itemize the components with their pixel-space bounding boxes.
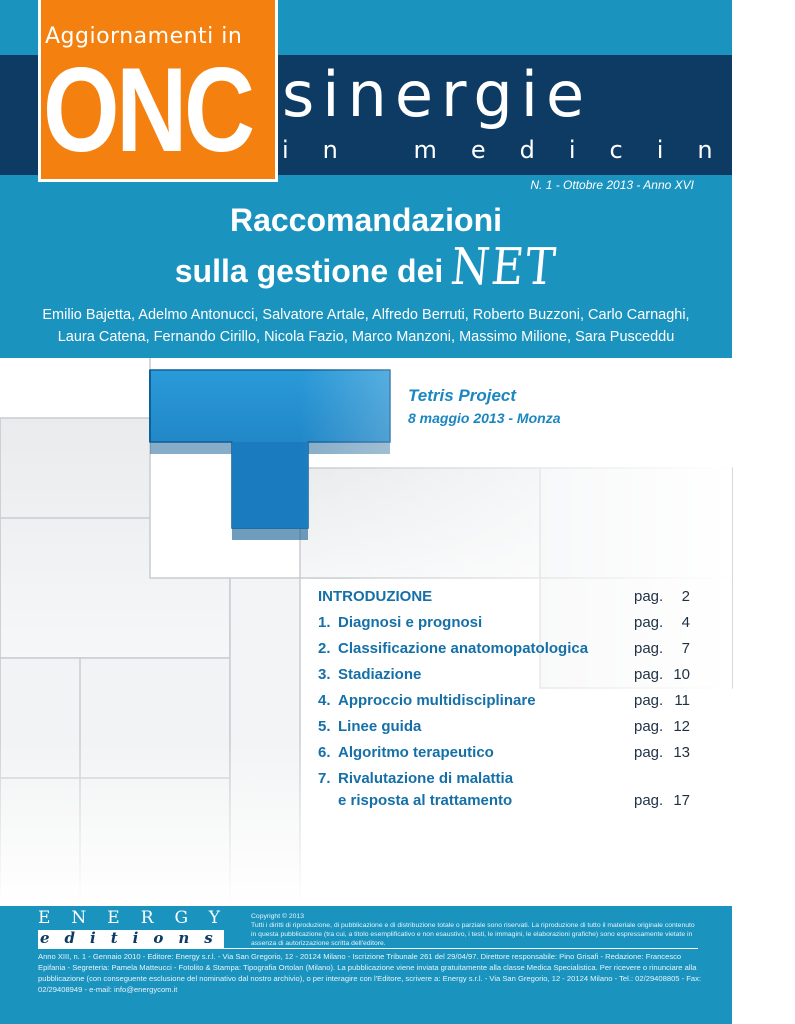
meeting-date: 8 maggio 2013 - Monza xyxy=(408,410,561,426)
headline-line-2 xyxy=(0,238,732,297)
headline-net: NET xyxy=(448,238,560,297)
toc-item-2[interactable] xyxy=(318,640,698,666)
toc-item-number: 6. xyxy=(318,744,331,761)
toc-item-number: 4. xyxy=(318,692,331,709)
toc-pag-label: pag. xyxy=(634,588,664,605)
toc-page-number: 11 xyxy=(674,692,690,709)
colophon: Anno XIII, n. 1 - Gennaio 2010 - Editore: Energy s.r.l. - Via San Gregorio, 12 - 20124 Milano - Iscrizione Tribunale 261 del 29/04/97. Direttore responsabile: Pino Grisafi - Redazione: Francesco Epifania - Segreteria: Pamela Matteucci - Fotolito & Stampa: Tipografia Ortolan (Milano). La pubblicazione viene inviata gratuitamente alla classe Medica Specialistica. Per ricevere o rinunciare alla pubblicazione (con conseguente esclusione del nominativo dal nostro archivio), o per interagire con l'Editore, scrivere a: Energy s.r.l. - Via San Gregorio, 12 - 20124 Milano - Tel.: 02/29408805 - Fax: 02/29408949 - e-mail: info@energycom.it xyxy=(38,952,702,994)
toc-item-number: 7. xyxy=(318,770,331,787)
toc-page-number: 13 xyxy=(673,744,690,761)
toc-page-number: 12 xyxy=(673,718,690,735)
journal-title: sinergie xyxy=(282,58,593,131)
toc-page-number: 7 xyxy=(681,640,690,657)
toc-item-number: 5. xyxy=(318,718,331,735)
toc-page-number: 2 xyxy=(681,588,690,605)
toc-pag-label: pag. xyxy=(634,744,664,761)
toc-pag-label: pag. xyxy=(634,718,664,735)
toc-item-label: Classificazione anatomopatologica xyxy=(338,640,589,657)
toc-item-label: Stadiazione xyxy=(338,666,422,683)
toc-pag-label: pag. xyxy=(634,692,664,709)
footer-divider xyxy=(38,948,698,949)
headline-line-1: Raccomandazioni xyxy=(229,202,503,238)
toc-pag-label: pag. xyxy=(634,614,664,631)
toc-item-introduzione[interactable] xyxy=(318,588,698,614)
authors-line-1: Emilio Bajetta, Adelmo Antonucci, Salvatore Artale, Alfredo Berruti, Roberto Buzzoni, Carlo Carnaghi, xyxy=(42,307,690,323)
toc-item-3[interactable] xyxy=(318,666,698,692)
copyright-title: Copyright © 2013 xyxy=(251,913,304,920)
toc-item-label: Linee guida xyxy=(338,718,422,735)
toc-item-number: 3. xyxy=(318,666,331,683)
toc-item-label: Approccio multidisciplinare xyxy=(338,692,536,709)
meeting-project: Tetris Project xyxy=(408,386,517,405)
logo-kicker: Aggiornamenti in xyxy=(45,24,243,49)
issue-info: N. 1 - Ottobre 2013 - Anno XVI xyxy=(530,178,694,192)
meeting-info xyxy=(408,385,560,429)
headline-text: sulla gestione dei xyxy=(174,253,444,289)
authors-line-2: Laura Catena, Fernando Cirillo, Nicola Fazio, Marco Manzoni, Massimo Milione, Sara Pusceddu xyxy=(57,329,675,345)
copyright-notice xyxy=(251,912,701,948)
publisher-logo-sub: editions xyxy=(40,929,228,947)
toc-page-number: 17 xyxy=(673,792,690,809)
onc-logo xyxy=(38,0,278,182)
toc-item-7[interactable] xyxy=(318,770,698,818)
toc-page-number: 4 xyxy=(681,614,690,631)
journal-subtitle: in medicina xyxy=(282,136,795,164)
toc-item-label: Rivalutazione di malattia xyxy=(338,770,514,787)
authors xyxy=(0,304,732,348)
publisher-logo-name: ENERGY xyxy=(38,908,241,928)
toc-pag-label: pag. xyxy=(634,792,664,809)
toc-item-4[interactable] xyxy=(318,692,698,718)
toc-item-label: INTRODUZIONE xyxy=(318,588,433,605)
toc-item-5[interactable] xyxy=(318,718,698,744)
toc-item-6[interactable] xyxy=(318,744,698,770)
toc-item-label: Diagnosi e prognosi xyxy=(338,614,483,631)
toc-item-1[interactable] xyxy=(318,614,698,640)
copyright-text: Tutti i diritti di riproduzione, di pubblicazione e di distribuzione totale o parziale sono riservati. La riproduzione di tutto il materiale originale contenuto in questa pubblicazione (tra cui, a titolo esemplificativo e non esaustivo, i testi, le immagini, le elaborazioni grafiche) sono espressamente vietate in assenza di autorizzazione scritta dell'editore. xyxy=(251,922,695,947)
toc-item-number: 1. xyxy=(318,614,331,631)
toc-pag-label: pag. xyxy=(634,666,664,683)
toc-item-label-continued: e risposta al trattamento xyxy=(338,792,513,809)
toc-pag-label: pag. xyxy=(634,640,664,657)
toc-item-number: 2. xyxy=(318,640,331,657)
logo-text: ONC xyxy=(43,43,252,177)
toc-page-number: 10 xyxy=(673,666,690,683)
toc-item-label: Algoritmo terapeutico xyxy=(338,744,494,761)
